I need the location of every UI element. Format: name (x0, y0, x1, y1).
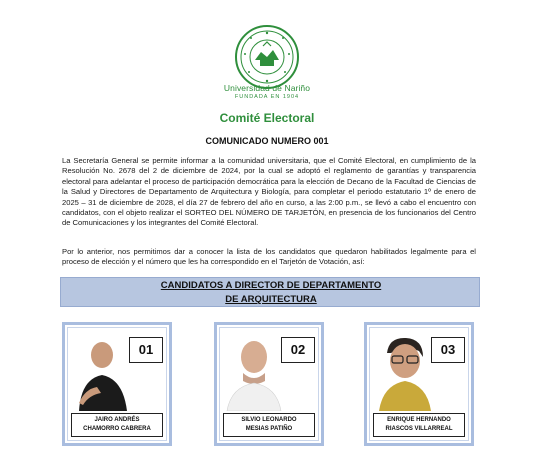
university-seal-logo (233, 24, 301, 90)
candidate-name-box (223, 413, 315, 437)
document-subtitle: COMUNICADO NUMERO 001 (205, 136, 329, 146)
university-founded: FUNDADA EN 1904 (234, 94, 300, 100)
ballot-number: 01 (129, 337, 163, 363)
section-banner (60, 277, 480, 307)
candidate-name-line-2: MESIAS PATIÑO (245, 426, 293, 432)
banner-line-1: CANDIDATOS A DIRECTOR DE DEPARTAMENTO (160, 280, 382, 291)
candidate-name-box (373, 413, 465, 437)
university-name: Universidad de Nariño (223, 83, 311, 93)
candidate-card-1 (62, 322, 172, 446)
candidate-photo (223, 331, 285, 411)
candidate-card-2 (214, 322, 324, 446)
candidate-photo (71, 331, 133, 411)
candidate-name-line-2: CHAMORRO CABRERA (83, 426, 151, 432)
candidate-name-line-2: RIASCOS VILLARREAL (385, 426, 453, 432)
paragraph-candidates-intro: Por lo anterior, nos permitimos dar a conocer la lista de los candidatos que quedaron habilitados legalmente para el proceso de elección y el número que les ha correspondido en el Tarjetón de Votación, así: (62, 247, 476, 267)
candidate-photo (373, 331, 435, 411)
banner-line-2: DE ARQUITECTURA (225, 294, 317, 305)
candidate-name-box (71, 413, 163, 437)
candidate-name-line-1: JAIRO ANDRÉS (94, 417, 140, 423)
candidate-card-3 (364, 322, 474, 446)
candidate-name-line-1: ENRIQUE HERNANDO (387, 417, 451, 423)
ballot-number: 03 (431, 337, 465, 363)
paragraph-intro: La Secretaría General se permite informar a la comunidad universitaria, que el Comité Electoral, en cumplimiento de la Resolución No. 2678 del 2 de diciembre de 2024, por la cual se adoptó el reglamento de garantías y transparencia electoral para adelantar el proceso de participación democrática para la elección de Decano de la Facultad de Ciencias de la Salud y Directores de Departamento de Arquitectura y Biología, para completar el periodo estatutario 1º de enero de 2025 – 31 de diciembre de 2028, el día 27 de febrero del año en curso, a las 2:00 p.m., se llevó a cabo el encuentro con candidatos, con el objeto realizar el SORTEO DEL NÚMERO DE TARJETÓN, en presencia de los funcionarios del Centro de Comunicaciones y los integrantes del Comité Electoral. (62, 156, 476, 228)
document-title: Comité Electoral (219, 111, 315, 125)
ballot-number: 02 (281, 337, 315, 363)
candidate-name-line-1: SILVIO LEONARDO (241, 417, 297, 423)
